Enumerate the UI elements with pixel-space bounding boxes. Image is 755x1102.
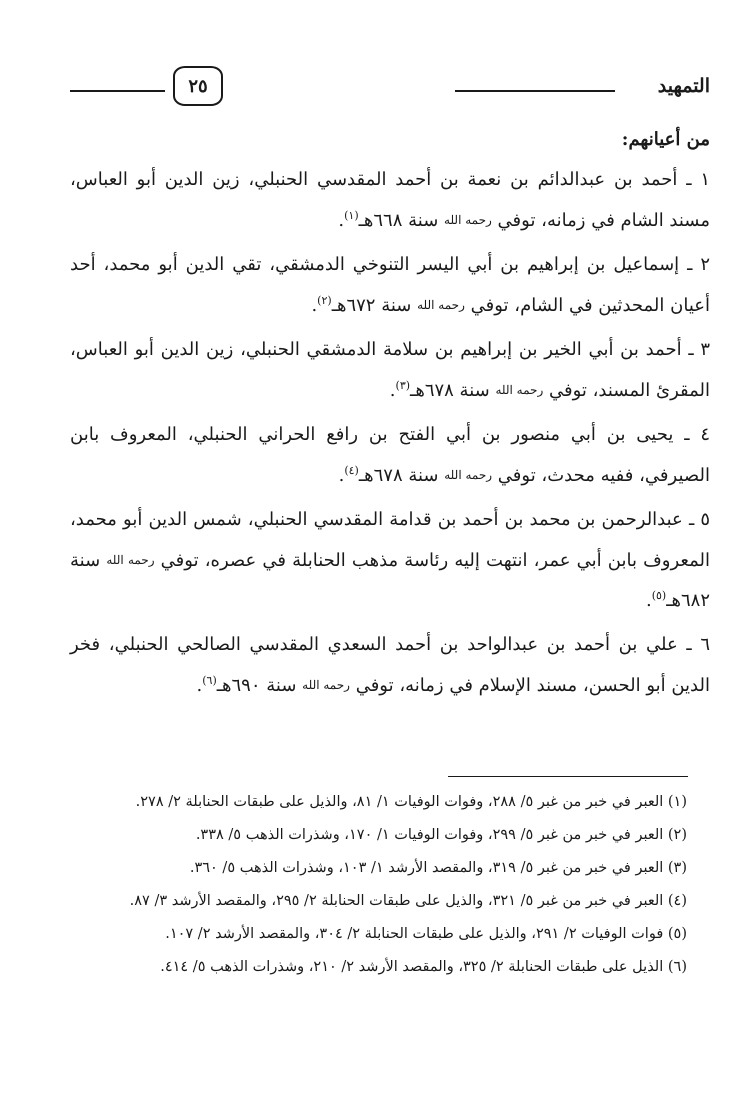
- footnote-1: (١) العبر في خبر من غبر ٥/ ٢٨٨، وفوات الوفيات ١/ ٨١، والذيل على طبقات الحنابلة ٢/ ٢٧٨.: [135, 794, 687, 810]
- running-header: [70, 62, 710, 112]
- footnote-ref: (٣): [395, 379, 411, 392]
- entry-text: عبدالرحمن بن محمد بن أحمد بن قدامة المقدسي الحنبلي، شمس الدين أبو محمد، المعروف بابن أبي عمر، انتهت إليه رئاسة مذهب الحنابلة في عصره، توفي: [70, 509, 710, 571]
- chapter-title: التمهيد: [657, 75, 710, 97]
- entry-end-mark: .: [338, 465, 345, 486]
- entry-end-mark: .: [389, 380, 396, 401]
- page-number: ٢٥: [188, 76, 208, 97]
- entry-date: سنة ٦٧٢هـ: [331, 295, 412, 316]
- entry-text: يحيى بن أبي منصور بن أبي الفتح بن رافع الحراني الحنبلي، المعروف بابن الصيرفي، ففيه محدث، توفي: [70, 424, 710, 486]
- biography-entry-4: [70, 415, 710, 496]
- entry-number: ٦ ـ: [686, 634, 710, 655]
- footnote-ref: (٥): [651, 589, 667, 602]
- entry-number: ٥ ـ: [688, 509, 710, 530]
- entry-end-mark: .: [196, 675, 203, 696]
- entry-date: سنة ٦٧٨هـ: [410, 380, 490, 401]
- blessing-glyph: رحمه الله: [302, 678, 350, 692]
- footnote-2: (٢) العبر في خبر من غبر ٥/ ٢٩٩، وفوات الوفيات ١/ ١٧٠، وشذرات الذهب ٥/ ٣٣٨.: [195, 827, 687, 843]
- entry-date: سنة ٦٩٠هـ: [216, 675, 297, 696]
- entry-text: علي بن أحمد بن عبدالواحد بن أحمد السعدي المقدسي الصالحي الحنبلي، فخر الدين أبو الحسن، مسند الإسلام في زمانه، توفي: [70, 634, 710, 696]
- biography-entry-6: [70, 625, 710, 706]
- footnote-separator: [448, 776, 688, 777]
- biography-entry-3: [70, 330, 710, 411]
- page-number-frame: [173, 66, 223, 106]
- entry-number: ٣ ـ: [688, 339, 710, 360]
- entry-date: سنة ٦٨٢هـ: [70, 550, 710, 611]
- header-rule-right: [455, 90, 615, 92]
- biography-entry-5: [70, 500, 710, 621]
- entry-number: ١ ـ: [686, 169, 710, 190]
- entry-text: أحمد بن أبي الخير بن إبراهيم بن سلامة الدمشقي الحنبلي، زين الدين أبو العباس، المقرئ المسند، توفي: [70, 339, 710, 401]
- entry-end-mark: .: [645, 590, 652, 611]
- blessing-glyph: رحمه الله: [444, 213, 492, 227]
- header-rule-left: [70, 90, 165, 92]
- footnote-ref: (٢): [317, 294, 332, 307]
- entry-text: أحمد بن عبدالدائم بن نعمة بن أحمد المقدسي الحنبلي، زين الدين أبو العباس، مسند الشام في زمانه، توفي: [70, 169, 710, 231]
- footnote-4: (٤) العبر في خبر من غبر ٥/ ٣٢١، والذيل على طبقات الحنابلة ٢/ ٢٩٥، والمقصد الأرشد ٣/ ٨٧.: [129, 893, 687, 909]
- entry-number: ٢ ـ: [687, 254, 710, 275]
- biography-entry-1: [70, 160, 710, 241]
- blessing-glyph: رحمه الله: [417, 298, 465, 312]
- entry-end-mark: .: [338, 210, 345, 231]
- entry-end-mark: .: [311, 295, 318, 316]
- blessing-glyph: رحمه الله: [444, 468, 493, 482]
- footnotes: [67, 786, 687, 984]
- main-text: [70, 120, 710, 710]
- blessing-glyph: رحمه الله: [495, 383, 544, 397]
- blessing-glyph: رحمه الله: [106, 553, 155, 567]
- section-heading: من أعيانهم:: [621, 129, 710, 150]
- entry-date: سنة ٦٦٨هـ: [358, 210, 439, 231]
- entry-date: سنة ٦٧٨هـ: [358, 465, 439, 486]
- footnote-6: (٦) الذيل على طبقات الحنابلة ٢/ ٣٢٥، والمقصد الأرشد ٢/ ٢١٠، وشذرات الذهب ٥/ ٤١٤.: [160, 959, 687, 975]
- footnote-ref: (٤): [344, 464, 359, 477]
- entry-text: إسماعيل بن إبراهيم بن أبي اليسر التنوخي الدمشقي، تقي الدين أبو محمد، أحد أعيان المحدثين في الشام، توفي: [70, 254, 710, 316]
- footnote-ref: (١): [344, 209, 359, 222]
- footnote-ref: (٦): [202, 674, 217, 687]
- entry-number: ٤ ـ: [684, 424, 710, 445]
- footnote-5: (٥) فوات الوفيات ٢/ ٢٩١، والذيل على طبقات الحنابلة ٢/ ٣٠٤، والمقصد الأرشد ٢/ ١٠٧.: [165, 926, 687, 942]
- biography-entry-2: [70, 245, 710, 326]
- footnote-3: (٣) العبر في خبر من غبر ٥/ ٣١٩، والمقصد الأرشد ١/ ١٠٣، وشذرات الذهب ٥/ ٣٦٠.: [189, 860, 687, 876]
